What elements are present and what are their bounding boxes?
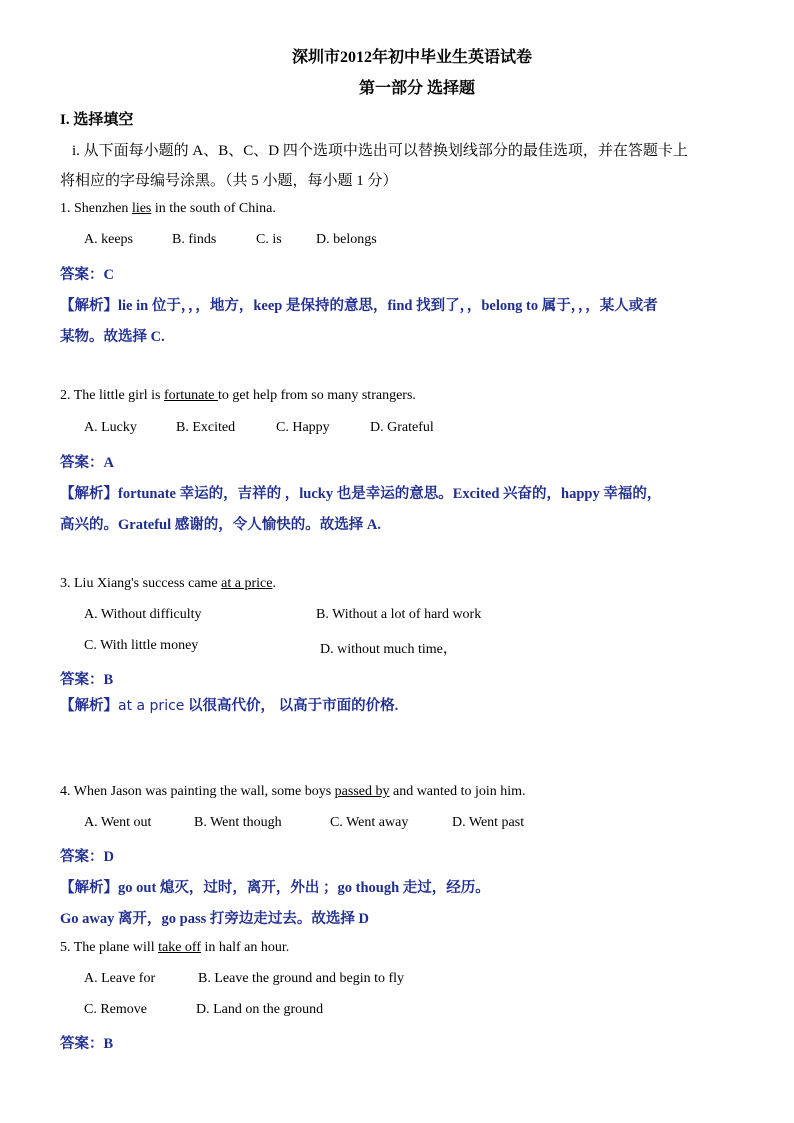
part-title: 第一部分 选择题 [358, 80, 475, 97]
q1-option-a: A. keeps [84, 232, 133, 247]
q2-option-b: B. Excited [176, 420, 236, 435]
q1-explanation-line-2: 某物。故选择 C. [60, 329, 165, 345]
q4-option-d: D. Went past [452, 815, 525, 830]
q1-option-b: B. finds [172, 232, 217, 247]
q2-explanation-line-1: 【解析】fortunate 幸运的，吉祥的 ，lucky 也是幸运的意思。Excited 兴奋的，happy 幸福的， [60, 486, 662, 502]
underlined-phrase: passed by [334, 784, 390, 799]
underlined-phrase: take off [158, 940, 201, 955]
q4-answer: 答案：D [60, 849, 114, 865]
q2-explanation-line-2: 高兴的。Grateful 感谢的，令人愉快的。故选择 A. [60, 517, 381, 533]
q1-answer: 答案：C [60, 267, 114, 283]
q4-explanation-line-1: 【解析】go out 熄灭，过时，离开，外出 ；go though 走过，经历。 [60, 880, 490, 896]
question-2-stem: 2. The little girl is fortunate to get help from so many strangers. [60, 388, 416, 403]
q2-option-d: D. Grateful [370, 420, 434, 435]
q4-explanation-line-2: Go away 离开，go pass 打旁边走过去。故选择 D [60, 911, 369, 927]
q3-answer: 答案：B [60, 672, 114, 688]
q3-option-c: C. With little money [84, 638, 199, 653]
q3-option-b: B. Without a lot of hard work [316, 607, 482, 622]
section-heading: I. 选择填空 [60, 112, 134, 128]
q2-answer: 答案：A [60, 455, 114, 471]
q3-explanation: 【解析】at a price 以很高代价， 以高于市面的价格. [60, 698, 399, 714]
q2-option-a: A. Lucky [84, 420, 137, 435]
q3-option-d: D. without much time， [320, 642, 457, 657]
instruction-line-2: 将相应的字母编号涂黑。（共 5 小题，每小题 1 分） [60, 173, 398, 189]
q1-option-d: D. belongs [316, 232, 377, 247]
q5-option-c: C. Remove [84, 1002, 147, 1017]
question-4-stem: 4. When Jason was painting the wall, some boys passed by and wanted to join him. [60, 784, 526, 799]
question-5-stem: 5. The plane will take off in half an hour. [60, 940, 290, 955]
q5-answer: 答案：B [60, 1036, 114, 1052]
question-3-stem: 3. Liu Xiang's success came at a price. [60, 576, 276, 591]
q4-option-b: B. Went though [194, 815, 282, 830]
q5-option-b: B. Leave the ground and begin to fly [198, 971, 405, 986]
q4-option-a: A. Went out [84, 815, 152, 830]
question-1-stem: 1. Shenzhen lies in the south of China. [60, 201, 276, 216]
instruction-line-1: i. 从下面每小题的 A、B、C、D 四个选项中选出可以替换划线部分的最佳选项，并在答题卡上 [72, 143, 688, 159]
q1-explanation-line-1: 【解析】lie in 位于，，，地方，keep 是保持的意思，find 找到了，，belong to 属于，，，某人或者 [60, 298, 658, 314]
underlined-phrase: at a price [221, 576, 273, 591]
q3-option-a: A. Without difficulty [84, 607, 202, 622]
q1-option-c: C. is [256, 232, 282, 247]
q2-option-c: C. Happy [276, 420, 330, 435]
explained-phrase: at a price [118, 698, 185, 714]
q4-option-c: C. Went away [330, 815, 409, 830]
underlined-phrase: lies [131, 201, 152, 216]
q5-option-a: A. Leave for [84, 971, 156, 986]
underlined-phrase: fortunate [163, 388, 218, 403]
exam-title: 深圳市2012年初中毕业生英语试卷 [291, 49, 532, 66]
q5-option-d: D. Land on the ground [196, 1002, 324, 1017]
